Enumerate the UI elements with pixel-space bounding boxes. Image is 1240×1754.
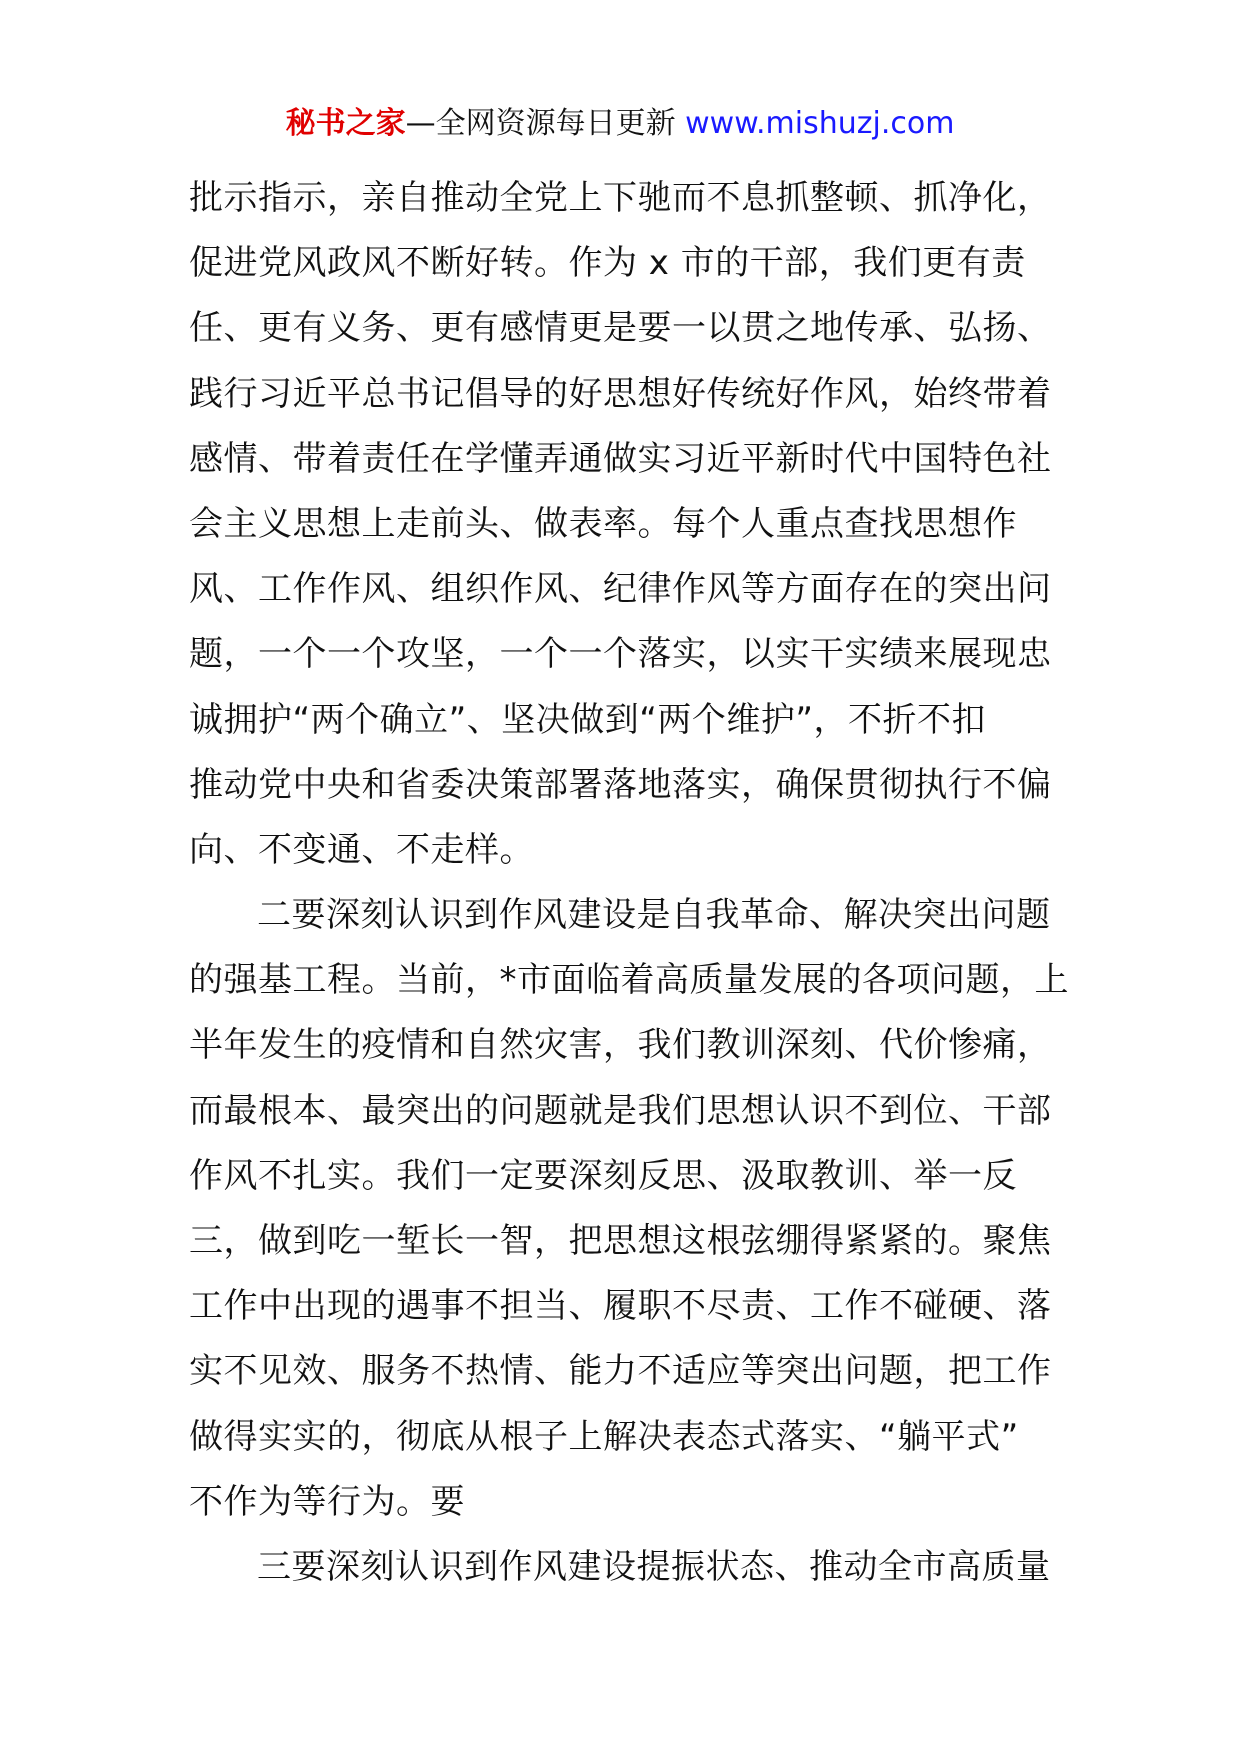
text-line: 工作中出现的遇事不担当、履职不尽责、工作不碰硬、落 [189,1286,1052,1327]
brand-name: 秘书之家 [285,106,406,141]
paragraph-start-line: 二要深刻认识到作风建设是自我革命、解决突出问题 [257,895,1051,936]
text-line: 任、更有义务、更有感情更是要一以贯之地传承、弘扬、 [189,308,1052,349]
text-line: 半年发生的疫情和自然灾害，我们教训深刻、代价惨痛， [189,1025,1052,1066]
text-line: 诚拥护“两个确立”、坚决做到“两个维护”，不折不扣 [189,699,986,740]
text-line: 风、工作作风、组织作风、纪律作风等方面存在的突出问 [189,569,1052,610]
text-line: 批示指示，亲自推动全党上下驰而不息抓整顿、抓净化， [189,178,1052,218]
text-line: 作风不扎实。我们一定要深刻反思、汲取教训、举一反 [189,1155,1017,1196]
site-url-link[interactable]: www.mishuzj.com [685,106,955,141]
text-line: 向、不变通、不走样。 [189,829,534,870]
text-line: 不作为等行为。要 [189,1481,465,1522]
text-line: 会主义思想上走前头、做表率。每个人重点查找思想作 [189,503,1017,544]
text-line: 而最根本、最突出的问题就是我们思想认识不到位、干部 [189,1090,1052,1131]
paragraph-start-line: 三要深刻认识到作风建设提振状态、推动全市高质量 [257,1546,1051,1587]
document-body [189,166,1069,1600]
text-line: 推动党中央和省委决策部署落地落实，确保贯彻执行不偏 [189,764,1052,805]
text-line: 实不见效、服务不热情、能力不适应等突出问题，把工作 [189,1351,1052,1392]
text-line: 做得实实的，彻底从根子上解决表态式落实、“躺平式” [189,1416,1019,1457]
text-line: 感情、带着责任在学懂弄通做实习近平新时代中国特色社 [189,438,1052,479]
text-line: 题，一个一个攻坚，一个一个落实，以实干实绩来展现忠 [189,634,1052,675]
text-line: 的强基工程。当前，*市面临着高质量发展的各项问题，上 [189,960,1069,1001]
header-tagline: —全网资源每日更新 [405,106,686,141]
page-header [0,104,1240,144]
text-line: 促进党风政风不断好转。作为 x 市的干部，我们更有责 [189,243,1026,284]
text-line: 三，做到吃一堑长一智，把思想这根弦绷得紧紧的。聚焦 [189,1221,1052,1261]
text-line: 践行习近平总书记倡导的好思想好传统好作风，始终带着 [189,373,1052,414]
